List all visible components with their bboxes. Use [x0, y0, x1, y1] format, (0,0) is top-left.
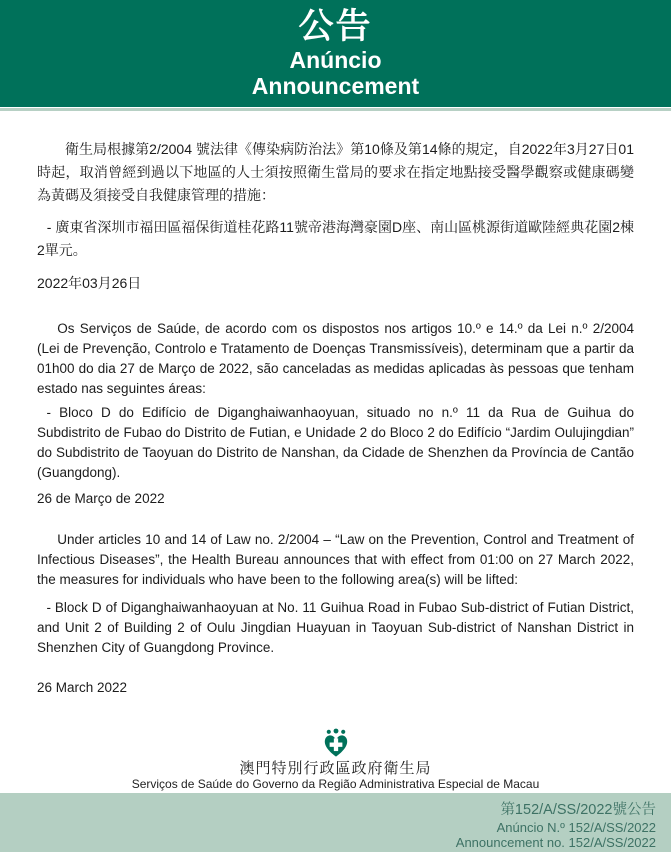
paragraph-en: Under articles 10 and 14 of Law no. 2/2004 – “Law on the Prevention, Control and Treatment of Infectious Diseases”, the Health Bureau announces that with effect from 01:00 on 27 March 2022, the measures for individuals who have been to the following area(s) will be lifted:	[37, 532, 634, 587]
org-name-pt: Serviços de Saúde do Governo da Região Administrativa Especial de Macau	[131, 777, 540, 791]
reference-number-en: Announcement no. 152/A/SS/2022	[455, 835, 656, 850]
page-title-en: Announcement	[251, 73, 420, 99]
reference-number-bar	[0, 793, 671, 852]
date-pt: 26 de Março de 2022	[37, 491, 165, 506]
area-list-item-en: - Block D of Diganghaiwanhaoyuan at No. 11 Guihua Road in Fubao Sub-district of Futian District, and Unit 2 of Building 2 of Oulu Jingdian Huayuan in Taoyuan Sub-district of Nanshan District in Shenzhen City of Guangdong Province.	[37, 600, 634, 655]
paragraph-pt: Os Serviços de Saúde, de acordo com os dispostos nos artigos 10.º e 14.º da Lei n.º 2/2004 (Lei de Prevenção, Controlo e Tratamento de Doenças Transmissíveis), determinam que a partir da 01h00 do dia 27 de Março de 2022, são canceladas as medidas aplicadas às pessoas que tenham estado nas seguintes áreas:	[37, 321, 634, 396]
page-title-pt: Anúncio	[289, 47, 382, 73]
reference-number-zh: 第152/A/SS/2022號公告	[500, 802, 656, 818]
org-name-zh: 澳門特別行政區政府衛生局	[239, 760, 432, 777]
page-title-zh: 公告	[298, 7, 373, 46]
health-bureau-heart-cross-logo-icon	[0, 728, 671, 758]
date-en: 26 March 2022	[37, 680, 128, 695]
area-list-item-pt: - Bloco D do Edifício de Diganghaiwanhaoyuan, situado no n.º 11 da Rua de Guihua do Subdistrito de Fubao do Distrito de Futian, e Unidade 2 do Bloco 2 do Edifício “Jardim Oulujingdian” do Subdistrito de Taoyuan do Distrito de Nanshan, da Cidade de Shenzhen da Província de Cantão (Guangdong).	[37, 405, 634, 480]
paragraph-zh: 衛生局根據第2/2004 號法律《傳染病防治法》第10條及第14條的規定，自2022年3月27日01時起，取消曾經到過以下地區的人士須按照衛生當局的要求在指定地點接受醫學觀察或健康碼變為黃碼及須接受自我健康管理的措施：	[37, 141, 634, 203]
announcement-body	[0, 111, 671, 698]
header-banner	[0, 0, 671, 107]
date-zh: 2022年03月26日	[37, 275, 142, 291]
area-list-item-zh: - 廣東省深圳市福田區福保街道桂花路11號帝港海灣豪園D座、南山區桃源街道歐陸經典花園2棟2單元。	[37, 219, 634, 258]
footer-org-block	[0, 728, 671, 793]
reference-number-pt: Anúncio N.º 152/A/SS/2022	[496, 820, 656, 835]
